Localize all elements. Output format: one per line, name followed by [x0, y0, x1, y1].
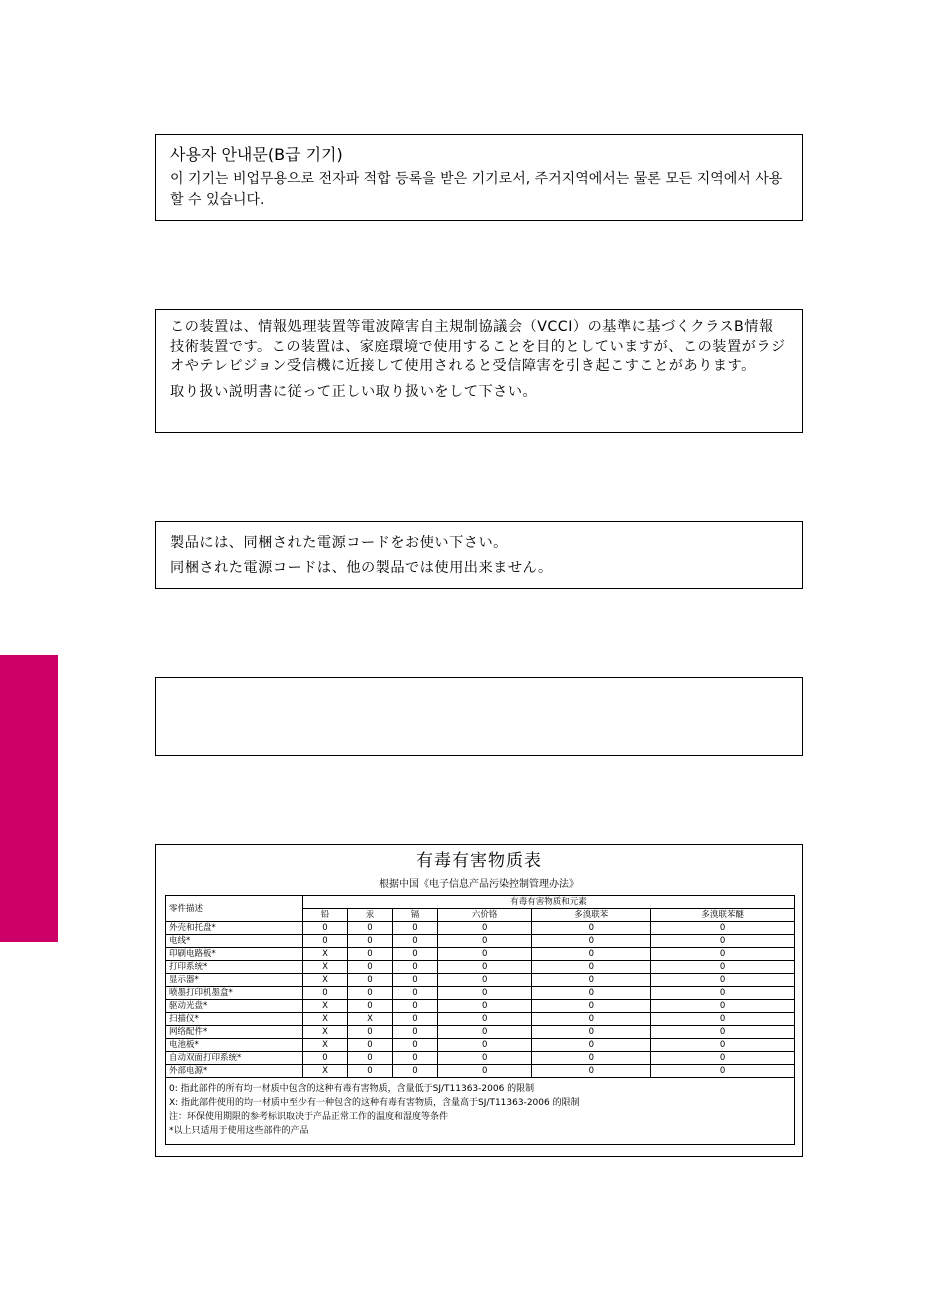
empty-notice-box [155, 677, 803, 756]
part-name: 印刷电路板* [166, 948, 303, 961]
substance-value: 0 [348, 1000, 393, 1013]
vcci-notice-instruction: 取り扱い説明書に従って正しい取り扱いをして下さい。 [170, 383, 538, 400]
korean-notice-heading: 사용자 안내문(B급 기기) [170, 145, 343, 164]
substance-value: 0 [651, 1000, 795, 1013]
substance-value: 0 [303, 1052, 348, 1065]
substance-value: X [303, 1000, 348, 1013]
substance-value: 0 [438, 1013, 532, 1026]
substance-value: 0 [651, 987, 795, 1000]
substance-header: 镉 [393, 909, 438, 922]
substance-value: 0 [532, 1065, 651, 1078]
substance-value: 0 [393, 974, 438, 987]
substance-value: 0 [532, 1052, 651, 1065]
table-row [166, 1039, 795, 1052]
table-row [166, 935, 795, 948]
substance-header: 多溴联苯 [532, 909, 651, 922]
substance-value: 0 [651, 948, 795, 961]
substance-value: 0 [651, 922, 795, 935]
rohs-notice [155, 844, 803, 1157]
part-column-header: 零件描述 [166, 896, 303, 922]
part-name: 外壳和托盘* [166, 922, 303, 935]
vcci-notice-body: この装置は、情報処理装置等電波障害自主規制協議会（VCCI）の基準に基づくクラスB情報技術装置です。この装置は、家庭環境で使用することを目的としていますが、この装置がラジオやテレビジョン受信機に近接して使用されると受信障害を引き起こすことがあります。 [170, 319, 786, 374]
substance-value: 0 [438, 1026, 532, 1039]
substance-value: 0 [393, 948, 438, 961]
substance-value: 0 [651, 1013, 795, 1026]
substance-value: 0 [532, 948, 651, 961]
substance-value: 0 [532, 935, 651, 948]
substance-value: 0 [348, 974, 393, 987]
korean-notice-body: 이 기기는 비업무용으로 전자파 적합 등록을 받은 기기로서, 주거지역에서는 물론 모든 지역에서 사용할 수 있습니다. [170, 171, 783, 208]
substance-value: X [303, 1039, 348, 1052]
table-row [166, 1052, 795, 1065]
substance-value: 0 [651, 1039, 795, 1052]
substance-value: 0 [532, 1039, 651, 1052]
substance-value: 0 [348, 1065, 393, 1078]
substance-value: 0 [651, 974, 795, 987]
substance-value: X [303, 1065, 348, 1078]
substance-value: 0 [348, 961, 393, 974]
substance-value: 0 [438, 961, 532, 974]
substance-value: 0 [438, 935, 532, 948]
substance-value: 0 [651, 1065, 795, 1078]
substance-value: 0 [438, 948, 532, 961]
substance-value: 0 [393, 961, 438, 974]
substance-value: 0 [393, 1039, 438, 1052]
table-row [166, 961, 795, 974]
part-name: 外部电源* [166, 1065, 303, 1078]
table-row [166, 922, 795, 935]
power-cord-notice [155, 521, 803, 589]
substance-value: 0 [303, 922, 348, 935]
table-row [166, 1065, 795, 1078]
substance-value: 0 [393, 1013, 438, 1026]
table-note: 0: 指此部件的所有均一材质中包含的这种有毒有害物质，含量低于SJ/T11363-2006 的限制 [169, 1084, 535, 1094]
substance-value: 0 [348, 935, 393, 948]
table-note: *以上只适用于使用这些部件的产品 [169, 1126, 309, 1136]
table-note: X: 指此部件使用的均一材质中至少有一种包含的这种有毒有害物质，含量高于SJ/T11363-2006 的限制 [169, 1098, 580, 1108]
substance-value: X [303, 948, 348, 961]
substance-value: 0 [438, 1000, 532, 1013]
rohs-title: 有毒有害物质表 [416, 851, 542, 871]
part-name: 网络配件* [166, 1026, 303, 1039]
substance-value: 0 [393, 1026, 438, 1039]
table-row [166, 1000, 795, 1013]
power-cord-line-2: 同梱された電源コードは、他の製品では使用出来ません。 [170, 560, 553, 576]
substance-value: 0 [532, 922, 651, 935]
rohs-table [165, 895, 795, 1145]
part-name: 电池板* [166, 1039, 303, 1052]
substance-value: 0 [438, 1052, 532, 1065]
substance-value: 0 [651, 1052, 795, 1065]
substances-header: 有毒有害物质和元素 [303, 896, 795, 909]
table-row [166, 1013, 795, 1026]
side-tab [0, 655, 58, 942]
part-name: 自动双面打印系统* [166, 1052, 303, 1065]
table-note: 注：环保使用期限的参考标识取决于产品正常工作的温度和湿度等条件 [169, 1112, 449, 1122]
substance-value: X [303, 961, 348, 974]
vcci-notice [155, 309, 803, 433]
part-name: 扫描仪* [166, 1013, 303, 1026]
table-row [166, 974, 795, 987]
power-cord-line-1: 製品には、同梱された電源コードをお使い下さい。 [170, 535, 508, 551]
part-name: 驱动光盘* [166, 1000, 303, 1013]
rohs-subtitle: 根据中国《电子信息产品污染控制管理办法》 [379, 879, 579, 890]
substance-value: 0 [651, 935, 795, 948]
rohs-table-body [166, 922, 795, 1145]
part-name: 喷墨打印机墨盒* [166, 987, 303, 1000]
substance-value: 0 [348, 1026, 393, 1039]
substance-value: 0 [532, 1026, 651, 1039]
substance-value: X [348, 1013, 393, 1026]
substance-value: X [303, 974, 348, 987]
substance-value: 0 [651, 961, 795, 974]
substance-value: 0 [532, 1000, 651, 1013]
substance-value: 0 [651, 1026, 795, 1039]
substance-value: 0 [393, 922, 438, 935]
substance-value: X [303, 1026, 348, 1039]
substance-value: 0 [348, 922, 393, 935]
korean-emc-notice [155, 134, 803, 221]
substance-value: 0 [348, 948, 393, 961]
substance-header: 汞 [348, 909, 393, 922]
table-notes [166, 1078, 795, 1145]
substance-header: 多溴联苯醚 [651, 909, 795, 922]
part-name: 打印系统* [166, 961, 303, 974]
substance-value: 0 [532, 961, 651, 974]
substance-header: 铅 [303, 909, 348, 922]
substance-value: 0 [438, 974, 532, 987]
substance-header: 六价铬 [438, 909, 532, 922]
substance-value: 0 [303, 987, 348, 1000]
substance-value: 0 [303, 935, 348, 948]
substance-value: 0 [348, 1052, 393, 1065]
substance-value: 0 [348, 1039, 393, 1052]
substance-value: 0 [438, 987, 532, 1000]
substance-value: 0 [532, 987, 651, 1000]
substance-value: 0 [393, 1065, 438, 1078]
substance-value: X [303, 1013, 348, 1026]
substance-value: 0 [532, 1013, 651, 1026]
substance-value: 0 [393, 1052, 438, 1065]
substance-value: 0 [438, 1039, 532, 1052]
substance-value: 0 [438, 1065, 532, 1078]
part-name: 显示器* [166, 974, 303, 987]
table-row [166, 987, 795, 1000]
substance-value: 0 [532, 974, 651, 987]
substance-value: 0 [438, 922, 532, 935]
substance-value: 0 [393, 987, 438, 1000]
substance-value: 0 [393, 1000, 438, 1013]
table-row [166, 948, 795, 961]
substance-value: 0 [348, 987, 393, 1000]
table-row [166, 1026, 795, 1039]
substance-value: 0 [393, 935, 438, 948]
part-name: 电线* [166, 935, 303, 948]
